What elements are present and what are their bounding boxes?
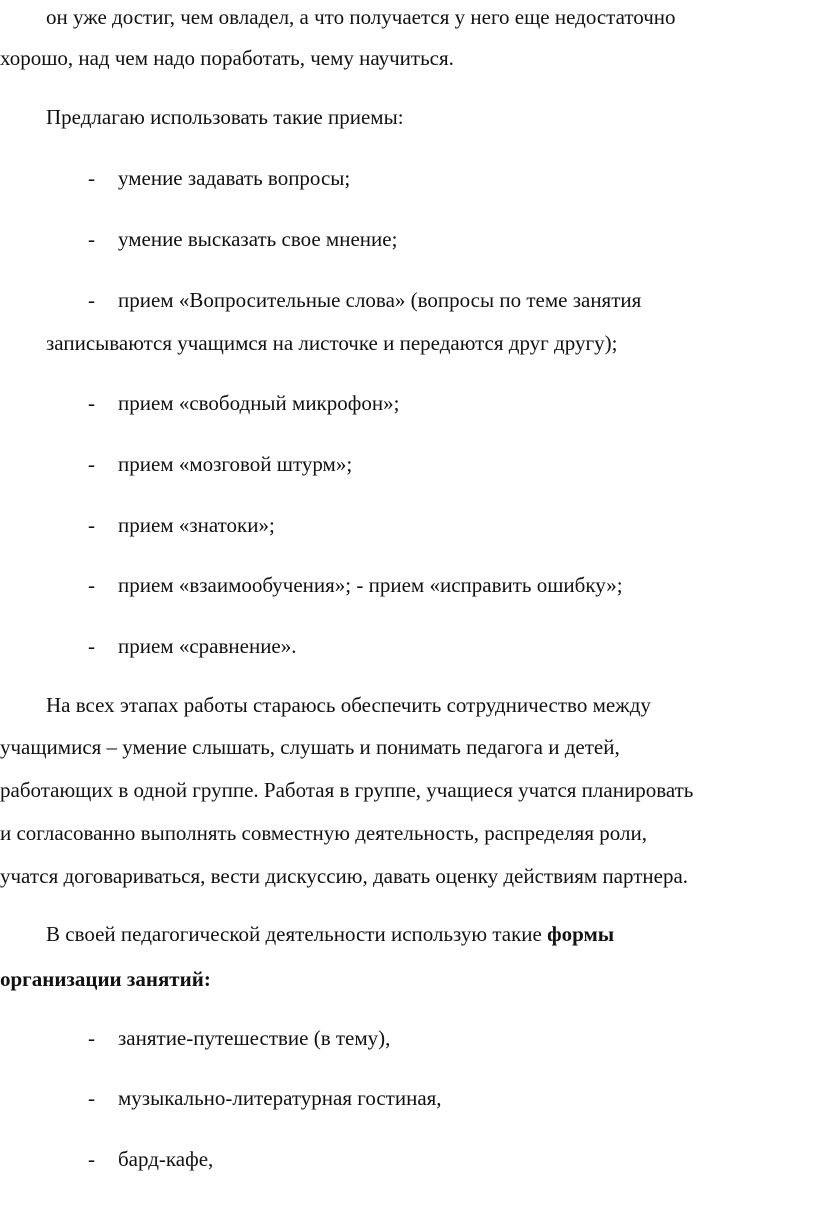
paragraph-line: хорошо, над чем надо поработать, чему научиться. <box>0 46 454 70</box>
list-dash: - <box>88 1086 95 1110</box>
list-dash: - <box>88 391 95 415</box>
list-dash: - <box>88 1026 95 1050</box>
list-dash: - <box>88 634 95 658</box>
list-item-text: прием «взаимообучения»; - прием «исправить ошибку»; <box>118 573 623 597</box>
list-item-text: прием «свободный микрофон»; <box>118 391 400 415</box>
list-item-text: занятие-путешествие (в тему), <box>118 1026 391 1050</box>
list-dash: - <box>88 166 95 190</box>
list-item-text: прием «мозговой штурм»; <box>118 452 353 476</box>
list-item-text: прием «знатоки»; <box>118 513 275 537</box>
list-dash: - <box>88 513 95 537</box>
list-item-text: прием «Вопросительные слова» (вопросы по теме занятия <box>118 288 642 312</box>
paragraph-bold-text: организации занятий: <box>0 967 211 991</box>
paragraph-line <box>46 921 614 947</box>
list-item-text: умение задавать вопросы; <box>118 166 351 190</box>
paragraph-line: учатся договариваться, вести дискуссию, давать оценку действиям партнера. <box>0 864 689 888</box>
list-dash: - <box>88 1147 95 1171</box>
list-item-text: прием «сравнение». <box>118 634 297 658</box>
list-item-text: бард-кафе, <box>118 1147 214 1171</box>
paragraph-text: В своей педагогической деятельности использую такие <box>46 922 548 946</box>
list-dash: - <box>88 227 95 251</box>
paragraph-bold-text: формы <box>547 922 615 946</box>
paragraph-line: он уже достиг, чем овладел, а что получается у него еще недостаточно <box>46 5 676 29</box>
list-item-text: умение высказать свое мнение; <box>118 227 398 251</box>
paragraph-line: Предлагаю использовать такие приемы: <box>46 105 404 129</box>
paragraph-line: работающих в одной группе. Работая в группе, учащиеся учатся планировать <box>0 778 694 802</box>
list-dash: - <box>88 452 95 476</box>
list-dash: - <box>88 573 95 597</box>
paragraph-line: На всех этапах работы стараюсь обеспечить сотрудничество между <box>46 693 651 717</box>
list-item-continuation: записываются учащимся на листочке и передаются друг другу); <box>46 331 618 355</box>
paragraph-line: и согласованно выполнять совместную деятельность, распределяя роли, <box>0 821 647 845</box>
paragraph-line <box>0 966 211 992</box>
list-item-text: музыкально-литературная гостиная, <box>118 1086 442 1110</box>
list-dash: - <box>88 288 95 312</box>
paragraph-line: учащимися – умение слышать, слушать и понимать педагога и детей, <box>0 735 620 759</box>
